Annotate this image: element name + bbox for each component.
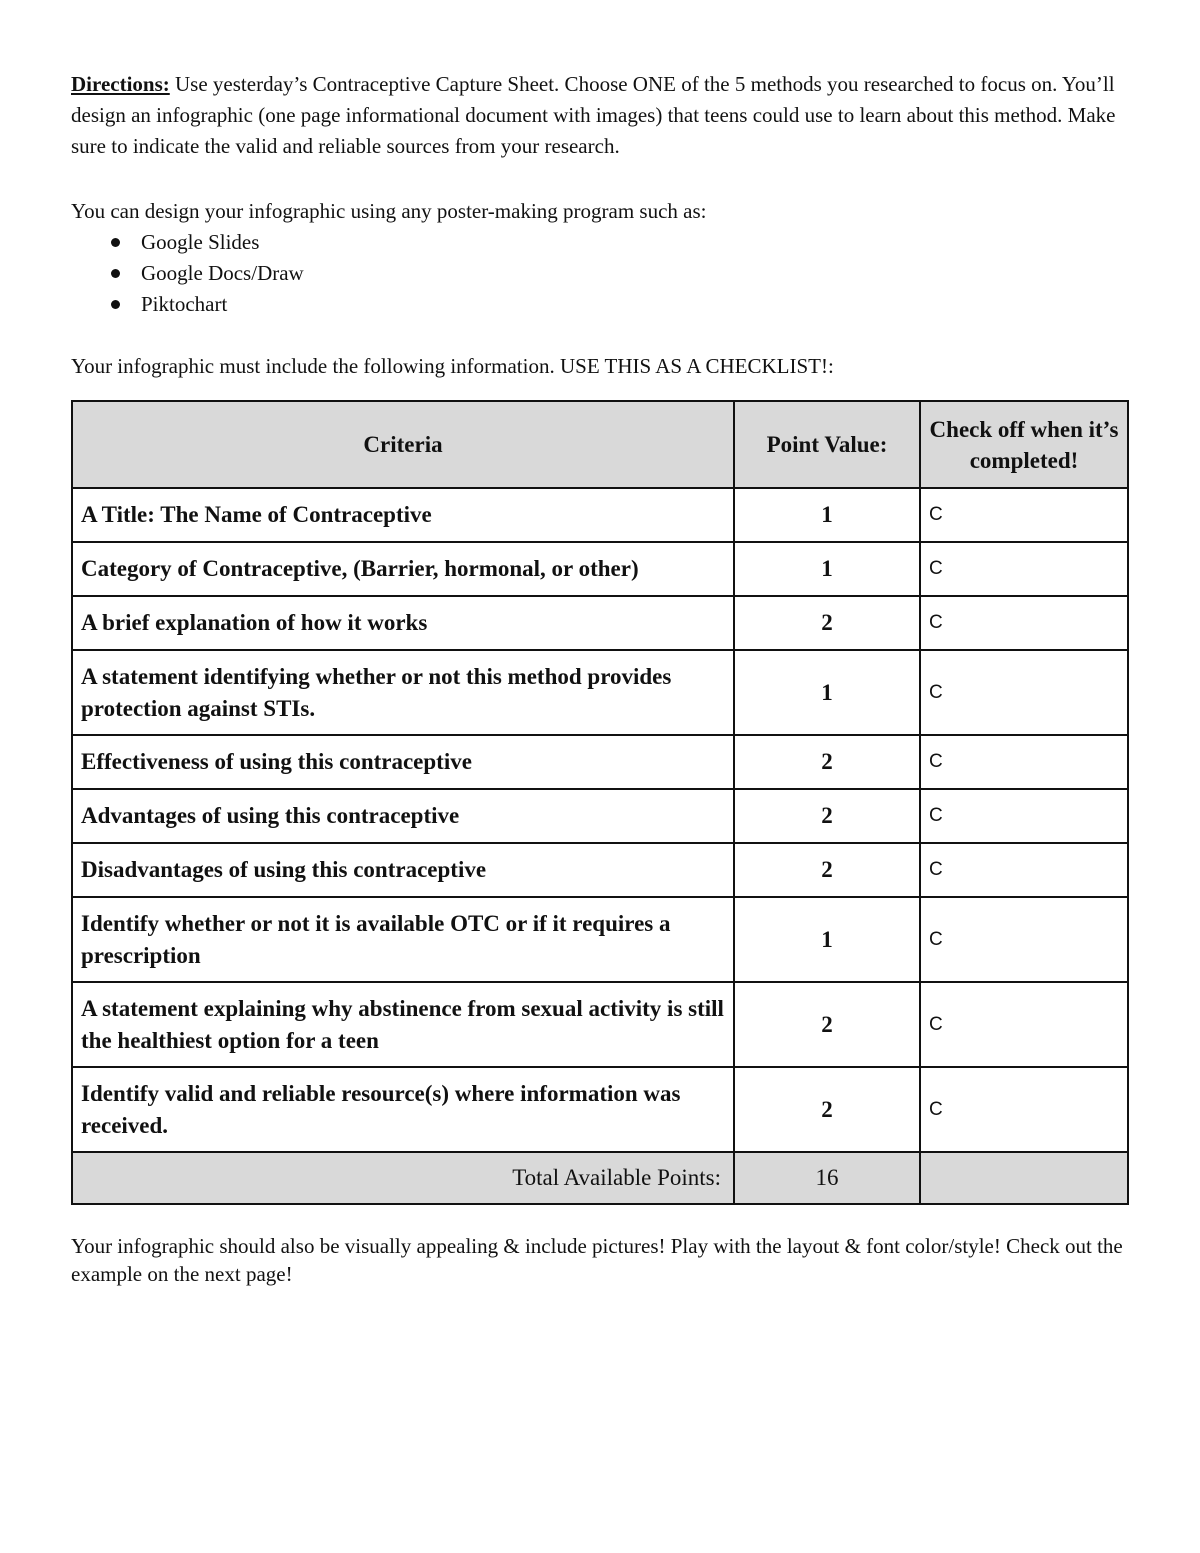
checkbox-cell[interactable]: C	[920, 1067, 1128, 1152]
points-cell: 2	[734, 735, 920, 789]
points-header: Point Value:	[734, 401, 920, 488]
program-name: Piktochart	[141, 292, 228, 316]
points-cell: 2	[734, 982, 920, 1067]
criteria-cell: A statement identifying whether or not this method provides protection against STIs.	[72, 650, 734, 735]
bullet-icon	[111, 269, 120, 278]
bullet-icon	[111, 238, 120, 247]
checkbox-cell[interactable]: C	[920, 789, 1128, 843]
program-name: Google Slides	[141, 230, 260, 254]
bullet-icon	[111, 300, 120, 309]
check-header	[920, 401, 1128, 488]
table-row	[72, 897, 1128, 982]
directions-text: Use yesterday’s Contraceptive Capture Sheet. Choose ONE of the 5 methods you researched to focus on. You’ll design an infographic (one page informational document with images) that teens could use to learn about this method. Make sure to indicate the valid and reliable sources from your research.	[71, 72, 1116, 158]
points-cell: 1	[734, 650, 920, 735]
points-cell: 2	[734, 843, 920, 897]
table-row	[72, 982, 1128, 1067]
list-item	[71, 258, 304, 289]
table-row	[72, 735, 1128, 789]
programs-list	[71, 227, 304, 320]
criteria-cell: Identify whether or not it is available OTC or if it requires a prescription	[72, 897, 734, 982]
total-label: Total Available Points:	[72, 1152, 734, 1204]
table-row	[72, 1067, 1128, 1152]
criteria-header: Criteria	[72, 401, 734, 488]
checkbox-cell[interactable]: C	[920, 735, 1128, 789]
table-row	[72, 542, 1128, 596]
criteria-cell: Category of Contraceptive, (Barrier, hormonal, or other)	[72, 542, 734, 596]
total-value: 16	[734, 1152, 920, 1204]
checkbox-cell[interactable]: C	[920, 542, 1128, 596]
list-item	[71, 289, 304, 320]
checkbox-cell[interactable]: C	[920, 897, 1128, 982]
checkbox-cell[interactable]: C	[920, 982, 1128, 1067]
checkbox-cell[interactable]: C	[920, 488, 1128, 542]
table-header-row	[72, 401, 1128, 488]
table-row	[72, 843, 1128, 897]
directions-label: Directions:	[71, 72, 170, 96]
points-cell: 2	[734, 789, 920, 843]
total-row	[72, 1152, 1128, 1204]
points-cell: 2	[734, 1067, 920, 1152]
checkbox-cell[interactable]: C	[920, 843, 1128, 897]
table-row	[72, 596, 1128, 650]
table-row	[72, 488, 1128, 542]
checkbox-cell[interactable]: C	[920, 596, 1128, 650]
criteria-cell: Effectiveness of using this contraceptive	[72, 735, 734, 789]
directions-paragraph	[71, 69, 1121, 162]
checklist-intro: Your infographic must include the following information. USE THIS AS A CHECKLIST!:	[71, 354, 834, 378]
criteria-cell: Disadvantages of using this contraceptive	[72, 843, 734, 897]
points-cell: 1	[734, 542, 920, 596]
programs-intro: You can design your infographic using any poster-making program such as:	[71, 199, 707, 223]
table-row	[72, 650, 1128, 735]
criteria-cell: A brief explanation of how it works	[72, 596, 734, 650]
table-row	[72, 789, 1128, 843]
footer-note: Your infographic should also be visually appealing & include pictures! Play with the layout & font color/style! Check out the example on the next page!	[71, 1234, 1123, 1286]
checkbox-cell[interactable]: C	[920, 650, 1128, 735]
points-cell: 2	[734, 596, 920, 650]
criteria-cell: Identify valid and reliable resource(s) where information was received.	[72, 1067, 734, 1152]
criteria-cell: Advantages of using this contraceptive	[72, 789, 734, 843]
points-cell: 1	[734, 488, 920, 542]
criteria-cell: A statement explaining why abstinence from sexual activity is still the healthiest option for a teen	[72, 982, 734, 1067]
program-name: Google Docs/Draw	[141, 261, 304, 285]
check-header-label: Check off when it’s completed!	[929, 416, 1119, 473]
criteria-cell: A Title: The Name of Contraceptive	[72, 488, 734, 542]
list-item	[71, 227, 304, 258]
points-cell: 1	[734, 897, 920, 982]
criteria-table	[71, 400, 1129, 1205]
total-empty-cell	[920, 1152, 1128, 1204]
